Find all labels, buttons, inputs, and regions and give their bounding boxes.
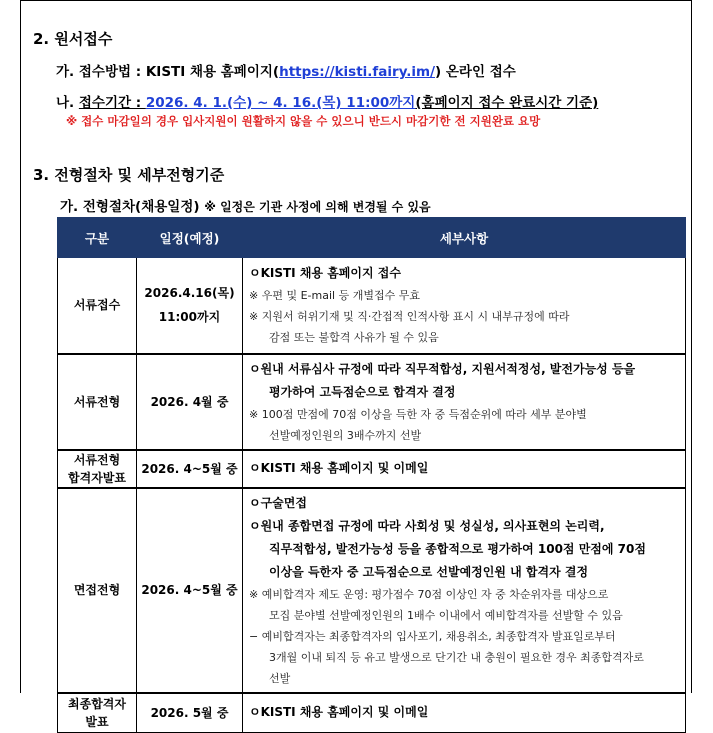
detail-line: 감점 또는 불합격 사유가 될 수 있음 bbox=[269, 331, 439, 345]
schedule-cell bbox=[137, 450, 243, 488]
stage-label: 발표 bbox=[85, 714, 109, 729]
table-row bbox=[58, 450, 686, 488]
stage-cell bbox=[58, 258, 137, 354]
apply-period-dates: 2026. 4. 1.(수) ~ 4. 16.(목) 11:00까지 bbox=[145, 95, 416, 111]
apply-period bbox=[56, 91, 598, 111]
detail-line: 모집 분야별 선발예정인원의 1배수 이내에서 예비합격자를 선발할 수 있음 bbox=[269, 608, 623, 622]
schedule-table bbox=[57, 217, 686, 733]
details-cell bbox=[243, 258, 686, 354]
apply-period-suffix: (홈페이지 접수 완료시간 기준) bbox=[415, 95, 599, 111]
detail-line: ※ 100점 만점에 70점 이상을 득한 자 중 득점순위에 따라 세부 분야별 bbox=[249, 407, 587, 421]
section2-title: 2. 원서접수 bbox=[33, 30, 113, 48]
detail-line: 직무적합성, 발전가능성 등을 종합적으로 평가하여 100점 만점에 70점 bbox=[269, 541, 646, 556]
stage-cell bbox=[58, 354, 137, 450]
detail-line: ㅇKISTI 채용 홈페이지 및 이메일 bbox=[249, 461, 429, 475]
details-cell bbox=[243, 488, 686, 693]
stage-label: 합격자발표 bbox=[68, 470, 126, 485]
section3-title: 3. 전형절차 및 세부전형기준 bbox=[33, 166, 225, 184]
deadline-warning: ※ 접수 마감일의 경우 입사지원이 원활하지 않을 수 있으니 반드시 마감기한 전 지원완료 요망 bbox=[66, 114, 541, 128]
apply-method-label: 가. 접수방법 : KISTI 채용 홈페이지( bbox=[56, 64, 280, 80]
header-details: 세부사항 bbox=[243, 218, 686, 258]
detail-line: ㅇ구술면접 bbox=[249, 495, 307, 510]
detail-line: − 예비합격자는 최종합격자의 입사포기, 채용취소, 최종합격자 발표일로부터 bbox=[249, 629, 616, 643]
apply-period-label: 접수기간 : bbox=[78, 95, 146, 111]
detail-line: ㅇKISTI 채용 홈페이지 접수 bbox=[249, 266, 401, 281]
detail-line: 선발예정인원의 3배수까지 선발 bbox=[269, 428, 422, 442]
table-row bbox=[58, 488, 686, 693]
schedule-cell bbox=[137, 488, 243, 693]
header-schedule: 일정(예정) bbox=[137, 218, 243, 258]
detail-line: 3개월 이내 퇴직 등 유고 발생으로 단기간 내 충원이 필요한 경우 최종합격자로 bbox=[269, 650, 644, 664]
apply-method-suffix: ) 온라인 접수 bbox=[435, 64, 516, 80]
schedule-label: 11:00까지 bbox=[158, 310, 221, 325]
schedule-label: 2026. 4~5월 중 bbox=[141, 583, 238, 597]
schedule-label: 2026. 4~5월 중 bbox=[141, 461, 238, 476]
stage-label: 서류전형 bbox=[73, 452, 121, 467]
details-cell bbox=[243, 450, 686, 488]
details-cell bbox=[243, 354, 686, 450]
detail-line: ㅇKISTI 채용 홈페이지 및 이메일 bbox=[249, 705, 429, 720]
detail-line: ㅇ원내 서류심사 규정에 따라 직무적합성, 지원서적정성, 발전가능성 등을 bbox=[249, 361, 636, 376]
detail-line: ※ 지원서 허위기재 및 직·간접적 인적사항 표시 시 내부규정에 따라 bbox=[249, 310, 570, 324]
detail-line: ㅇ원내 종합면접 규정에 따라 사회성 및 성실성, 의사표현의 논리력, bbox=[249, 518, 605, 533]
detail-line: ※ 예비합격자 제도 운영: 평가점수 70점 이상인 자 중 차순위자를 대상으로 bbox=[249, 587, 609, 601]
detail-line: 평가하여 고득점순으로 합격자 결정 bbox=[269, 384, 456, 399]
stage-cell bbox=[58, 693, 137, 733]
detail-line: ※ 우편 및 E-mail 등 개별접수 무효 bbox=[249, 289, 420, 303]
header-stage: 구분 bbox=[58, 218, 137, 258]
table-body bbox=[58, 258, 686, 733]
schedule-cell bbox=[137, 354, 243, 450]
table-row bbox=[58, 258, 686, 354]
apply-method bbox=[56, 60, 516, 80]
schedule-label: 2026. 5월 중 bbox=[150, 705, 229, 720]
schedule-label: 2026.4.16(목) bbox=[144, 286, 235, 301]
stage-label: 최종합격자 bbox=[68, 696, 126, 711]
stage-cell bbox=[58, 488, 137, 693]
schedule-subtitle-text: 가. 전형절차(채용일정) bbox=[60, 199, 200, 215]
detail-line: 선발 bbox=[269, 671, 291, 685]
detail-line: 이상을 득한자 중 고득점순으로 선발예정인원 내 합격자 결정 bbox=[269, 564, 589, 579]
stage-label: 면접전형 bbox=[73, 583, 121, 597]
stage-cell bbox=[58, 450, 137, 488]
apply-period-prefix: 나. bbox=[56, 95, 79, 111]
table-header-row bbox=[58, 218, 686, 258]
details-cell bbox=[243, 693, 686, 733]
table-row bbox=[58, 693, 686, 733]
stage-label: 서류접수 bbox=[73, 298, 121, 313]
schedule-subtitle bbox=[60, 195, 431, 215]
schedule-label: 2026. 4월 중 bbox=[150, 394, 229, 409]
schedule-note: ※ 일정은 기관 사정에 의해 변경될 수 있음 bbox=[204, 200, 431, 214]
schedule-cell bbox=[137, 693, 243, 733]
stage-label: 서류전형 bbox=[73, 394, 121, 409]
table-row bbox=[58, 354, 686, 450]
schedule-cell bbox=[137, 258, 243, 354]
apply-url-link[interactable]: https://kisti.fairy.im/ bbox=[279, 64, 436, 80]
